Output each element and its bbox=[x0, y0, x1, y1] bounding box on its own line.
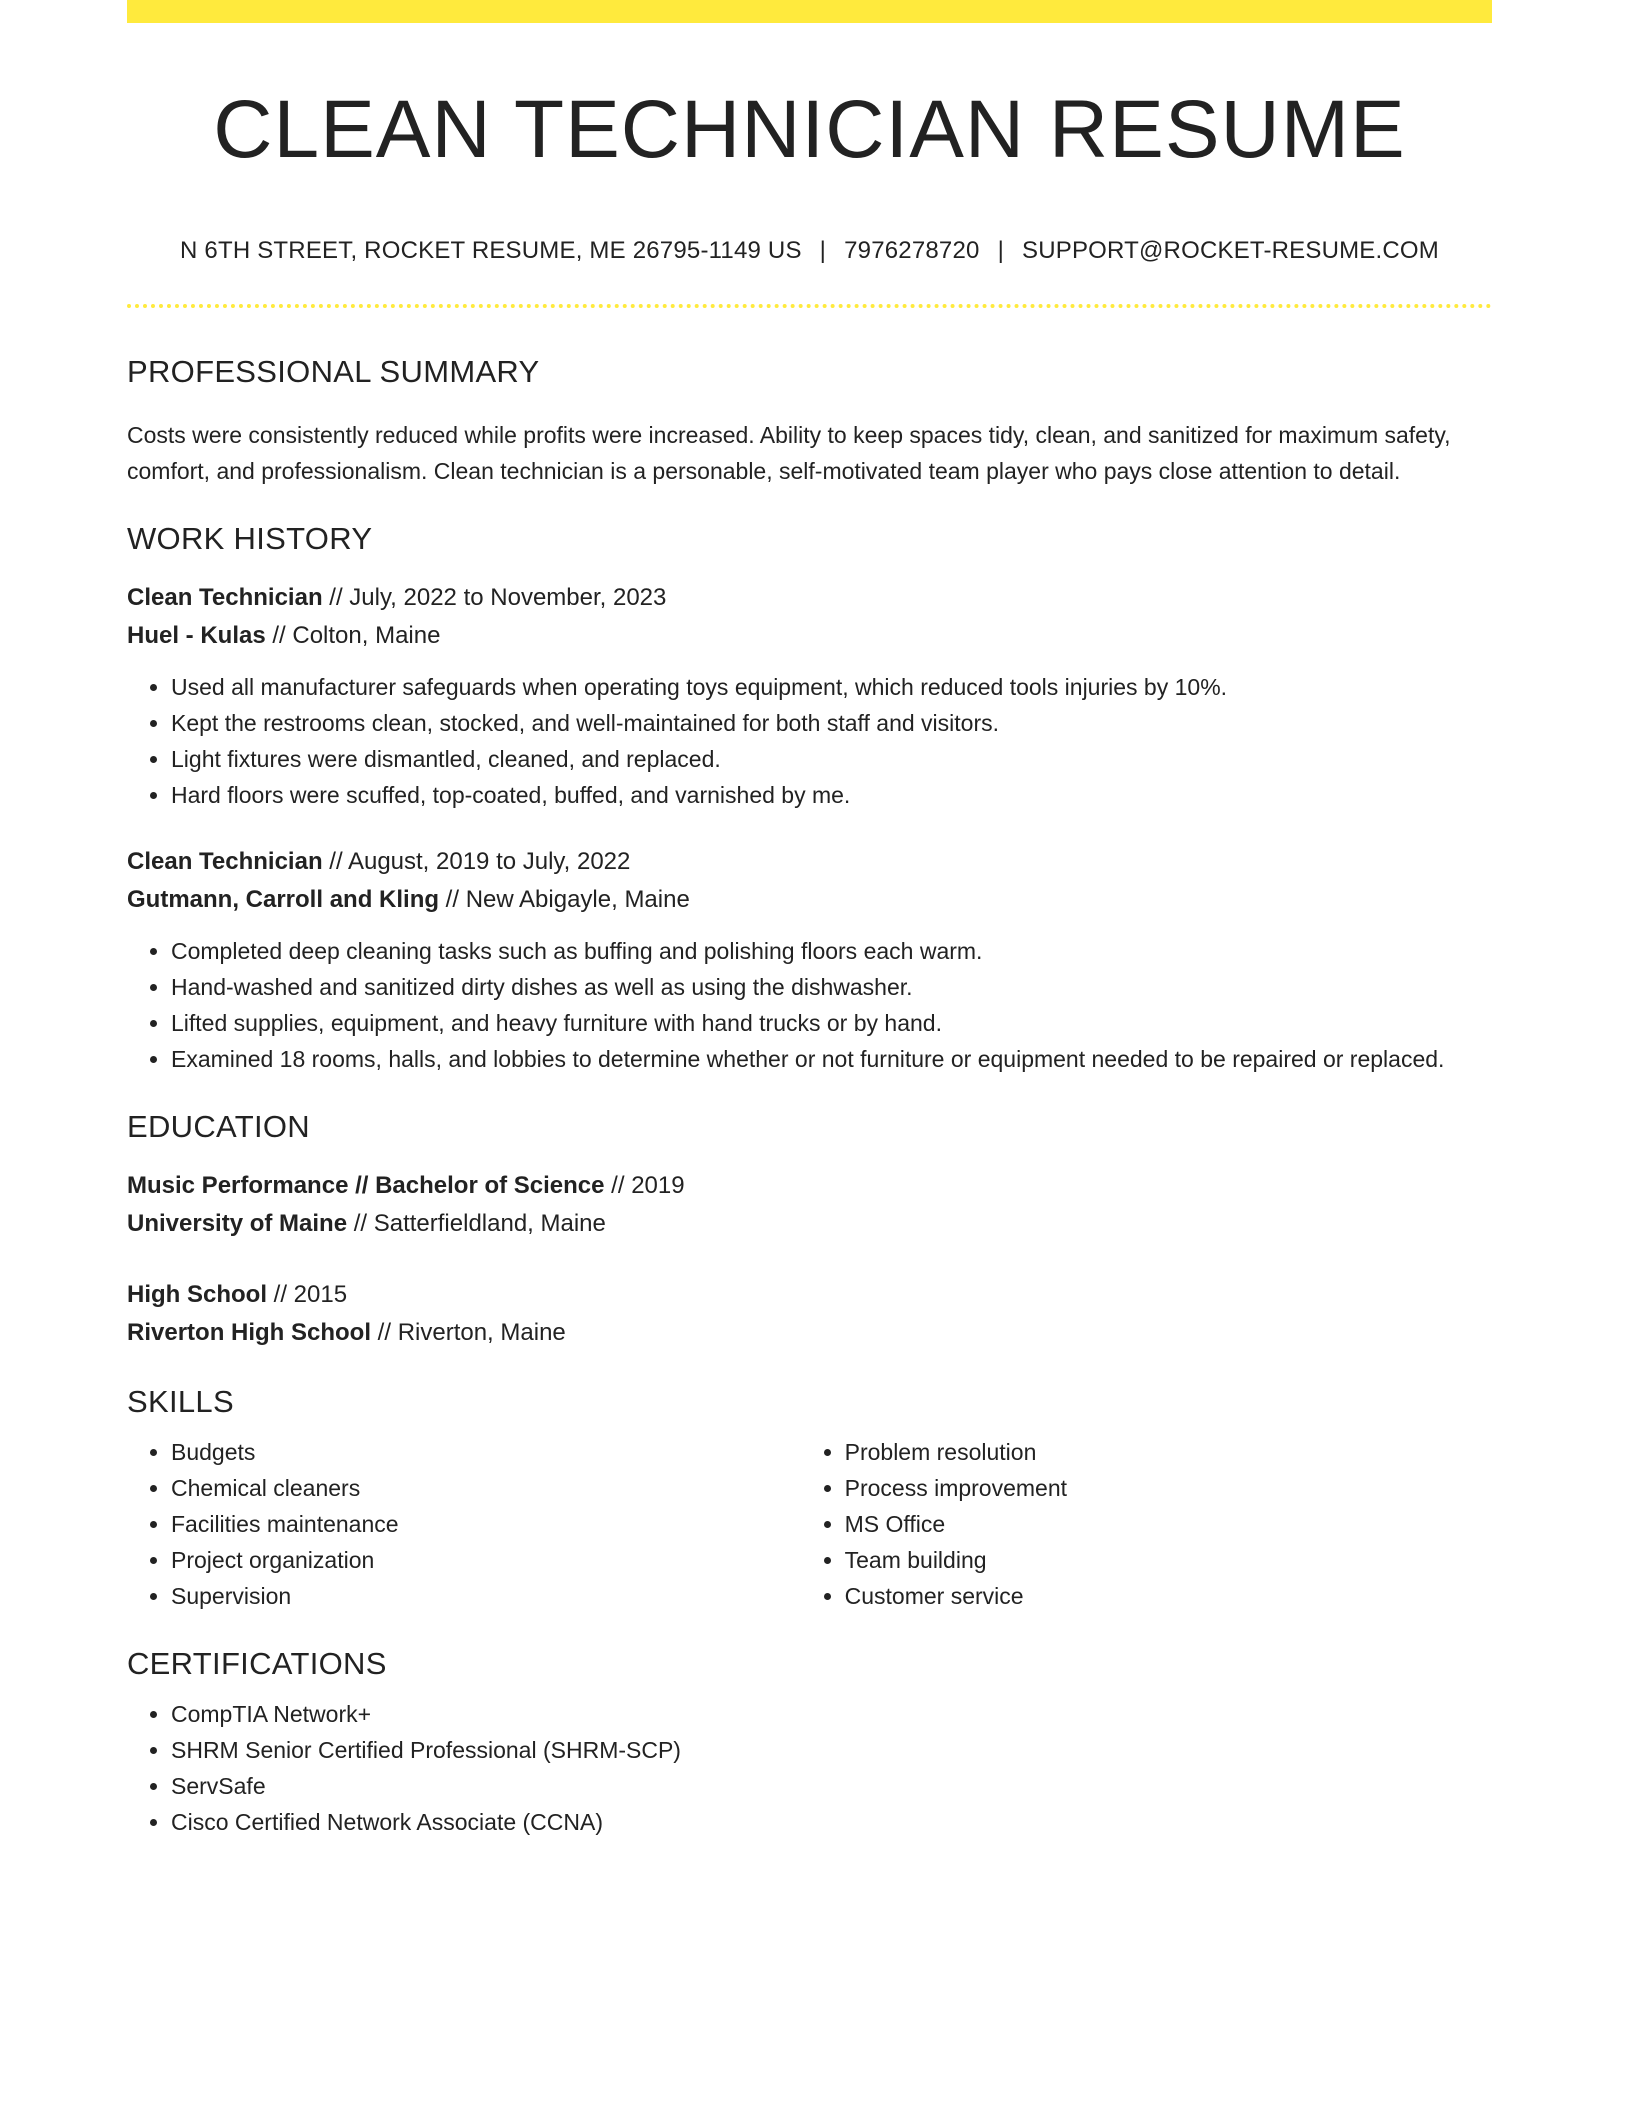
list-item: • Process improvement bbox=[845, 1470, 1492, 1506]
resume-title: CLEAN TECHNICIAN RESUME bbox=[213, 84, 1406, 175]
work-history-heading: WORK HISTORY bbox=[127, 521, 373, 557]
list-item: • Hard floors were scuffed, top-coated, buffed, and varnished by me. bbox=[171, 777, 1492, 813]
list-item: • MS Office bbox=[845, 1506, 1492, 1542]
degree-line bbox=[127, 1167, 1492, 1205]
list-item: • Project organization bbox=[171, 1542, 801, 1578]
list-item: • Chemical cleaners bbox=[171, 1470, 801, 1506]
list-item: • Kept the restrooms clean, stocked, and well-maintained for both staff and visitors. bbox=[171, 705, 1492, 741]
education-entry bbox=[127, 1276, 1492, 1352]
list-item: • Facilities maintenance bbox=[171, 1506, 801, 1542]
job-location: // Colton, Maine bbox=[265, 622, 441, 650]
degree-line bbox=[127, 1276, 1492, 1314]
school-location: // Riverton, Maine bbox=[371, 1319, 566, 1347]
list-item: • ServSafe bbox=[171, 1768, 1492, 1804]
contact-separator: | bbox=[819, 237, 827, 265]
school: Riverton High School bbox=[127, 1319, 372, 1347]
job-bullets bbox=[127, 933, 1492, 1077]
degree: Music Performance // Bachelor of Science bbox=[127, 1172, 605, 1200]
list-item: • Supervision bbox=[171, 1578, 801, 1614]
job-entry bbox=[127, 843, 1492, 1077]
list-item: • Completed deep cleaning tasks such as buffing and polishing floors each warm. bbox=[171, 933, 1492, 969]
contact-line bbox=[127, 237, 1492, 265]
list-item: • Hand-washed and sanitized dirty dishes as well as using the dishwasher. bbox=[171, 969, 1492, 1005]
job-dates: // July, 2022 to November, 2023 bbox=[322, 584, 667, 612]
job-company-line bbox=[127, 617, 1492, 655]
school-line bbox=[127, 1314, 1492, 1352]
degree: High School bbox=[127, 1281, 267, 1309]
contact-separator: | bbox=[997, 237, 1005, 265]
job-company-line bbox=[127, 881, 1492, 919]
list-item: • Customer service bbox=[845, 1578, 1492, 1614]
school-location: // Satterfieldland, Maine bbox=[347, 1210, 606, 1238]
job-company: Gutmann, Carroll and Kling bbox=[127, 886, 440, 914]
list-item: • Team building bbox=[845, 1542, 1492, 1578]
job-dates: // August, 2019 to July, 2022 bbox=[322, 848, 631, 876]
job-bullets bbox=[127, 669, 1492, 813]
certifications-heading: CERTIFICATIONS bbox=[127, 1646, 387, 1682]
accent-top-bar bbox=[127, 0, 1492, 23]
contact-phone: 7976278720 bbox=[844, 237, 980, 265]
contact-email: SUPPORT@ROCKET-RESUME.COM bbox=[1022, 237, 1439, 265]
contact-address: N 6TH STREET, ROCKET RESUME, ME 26795-1149 US bbox=[180, 237, 802, 265]
job-role: Clean Technician bbox=[127, 584, 323, 612]
summary-heading: PROFESSIONAL SUMMARY bbox=[127, 354, 540, 390]
education-heading: EDUCATION bbox=[127, 1109, 310, 1145]
list-item: • Used all manufacturer safeguards when operating toys equipment, which reduced tools injuries by 10%. bbox=[171, 669, 1492, 705]
list-item: • Lifted supplies, equipment, and heavy furniture with hand trucks or by hand. bbox=[171, 1005, 1492, 1041]
job-title-line bbox=[127, 843, 1492, 881]
list-item: • CompTIA Network+ bbox=[171, 1696, 1492, 1732]
job-title-line bbox=[127, 579, 1492, 617]
skills-heading: SKILLS bbox=[127, 1384, 234, 1420]
school-line bbox=[127, 1205, 1492, 1243]
skills-list-right bbox=[801, 1434, 1492, 1614]
job-company: Huel - Kulas bbox=[127, 622, 266, 650]
job-role: Clean Technician bbox=[127, 848, 323, 876]
certifications-list bbox=[127, 1696, 1492, 1840]
skills-list-left bbox=[127, 1434, 801, 1614]
school: University of Maine bbox=[127, 1210, 348, 1238]
education-entry bbox=[127, 1167, 1492, 1243]
list-item: • Light fixtures were dismantled, cleaned, and replaced. bbox=[171, 741, 1492, 777]
list-item: • Problem resolution bbox=[845, 1434, 1492, 1470]
resume-page bbox=[127, 0, 1492, 1840]
degree-year: // 2015 bbox=[267, 1281, 348, 1309]
summary-text: Costs were consistently reduced while profits were increased. Ability to keep spaces tidy, clean, and sanitized for maximum safety, comfort, and professionalism. Clean technician is a personable, self-motivated team player who pays close attention to detail. bbox=[127, 422, 1451, 485]
list-item: • SHRM Senior Certified Professional (SHRM-SCP) bbox=[171, 1732, 1492, 1768]
list-item: • Cisco Certified Network Associate (CCNA) bbox=[171, 1804, 1492, 1840]
skills-columns bbox=[127, 1434, 1492, 1614]
list-item: • Examined 18 rooms, halls, and lobbies to determine whether or not furniture or equipment needed to be repaired or replaced. bbox=[171, 1041, 1492, 1077]
degree-year: // 2019 bbox=[604, 1172, 685, 1200]
job-entry bbox=[127, 579, 1492, 813]
job-location: // New Abigayle, Maine bbox=[439, 886, 690, 914]
list-item: • Budgets bbox=[171, 1434, 801, 1470]
dotted-divider bbox=[127, 304, 1492, 308]
